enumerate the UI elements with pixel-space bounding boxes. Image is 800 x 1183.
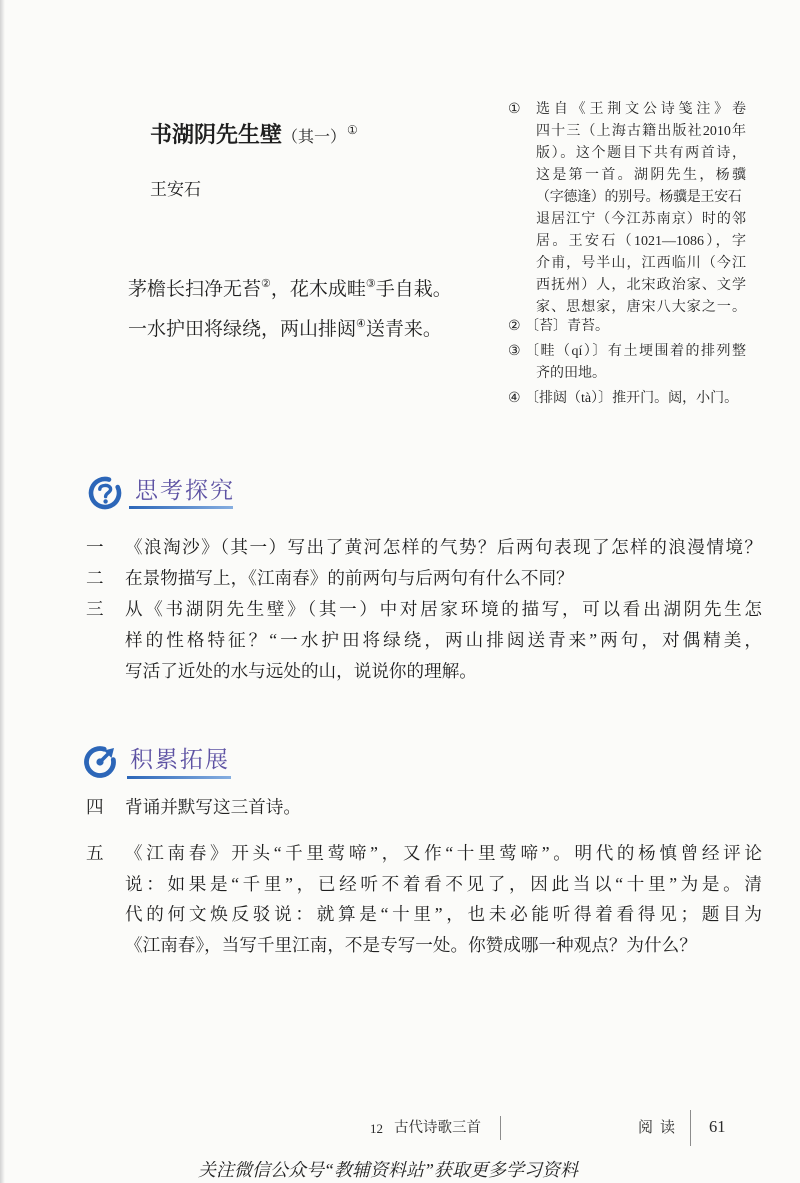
question-line: 《江南春》，当写千里江南，不是专写一处。你赞成哪一种观点？为什么？	[125, 934, 697, 955]
footnote-line: 介甫，号半山，江西临川（今江	[536, 256, 746, 271]
question-line: 代的何文焕反驳说：就算是“十里”，也未必能听得着看得见；题目为	[125, 904, 762, 924]
poem-title-text: 书湖阴先生壁	[150, 122, 283, 147]
poem-body	[128, 267, 452, 347]
section-title-underline	[127, 776, 231, 779]
question-line: 说：如果是“千里”，已经听不着看不见了，因此当以“十里”为是。清	[125, 873, 762, 894]
lesson-number: 12	[370, 1121, 383, 1136]
poem-footnote-mark: ②	[261, 278, 271, 290]
footnote-line: 四十三（上海古籍出版社2010年	[536, 124, 746, 139]
question-item-5	[86, 838, 764, 960]
footnote-line: 居。王安石（1021—1086），字	[536, 234, 746, 249]
question-text	[125, 563, 762, 594]
page-number: 61	[709, 1117, 726, 1136]
poem-text-segment: 茅檐长扫净无苔	[128, 279, 262, 300]
question-text	[125, 838, 762, 960]
footnote-mark: ①	[508, 102, 521, 117]
footnote-line: 版）。这个题目下共有两首诗，	[536, 146, 746, 161]
question-line: 《浪淘沙》（其一）写出了黄河怎样的气势？后两句表现了怎样的浪漫情境？	[125, 537, 762, 557]
poem-text-segment: 送青来。	[365, 319, 442, 340]
circular-arrow-icon	[82, 744, 118, 780]
question-number: 四	[86, 797, 104, 817]
section-title-accumulate-expand: 积累拓展	[130, 747, 230, 772]
poem-footnote-mark: ③	[365, 278, 376, 290]
question-line: 在景物描写上，《江南春》的前两句与后两句有什么不同？	[125, 568, 574, 588]
poem-text-segment: ，花木成畦	[270, 279, 366, 300]
footnote-line: 〔苔〕青苔。	[525, 319, 609, 334]
footer-divider	[690, 1110, 691, 1146]
question-number: 五	[86, 843, 104, 863]
unit-label: 阅读	[638, 1120, 683, 1136]
poem-title-footnote-mark: ①	[347, 123, 358, 137]
question-number: 三	[86, 599, 104, 619]
footnote-text	[536, 99, 746, 319]
poem-author: 王安石	[150, 180, 201, 199]
question-line: 样的性格特征？“一水护田将绿绕，两山排闼送青来”两句，对偶精美，	[125, 630, 762, 650]
question-number: 一	[86, 537, 104, 557]
poem-title-suffix: （其一）	[282, 129, 347, 146]
footnote-line: 退居江宁（今江苏南京）时的邻	[536, 212, 746, 227]
question-number: 二	[86, 568, 104, 588]
footnote-text	[525, 316, 746, 338]
poem-line-2	[128, 307, 452, 347]
question-item-3	[86, 594, 764, 687]
question-text	[125, 594, 762, 687]
footnote-line: （字德逢）的别号。杨骥是王安石	[536, 190, 742, 205]
footnote-line: 〔畦（qí）〕有土埂围着的排列整	[525, 344, 746, 359]
watermark-text: 关注微信公众号“教辅资料站”获取更多学习资料	[198, 1160, 579, 1180]
footnote-line: 选自《王荆文公诗笺注》卷	[536, 102, 746, 117]
question-line: 《江南春》开头“千里莺啼”，又作“十里莺啼”。明代的杨慎曾经评论	[125, 843, 762, 863]
question-item-4	[86, 792, 764, 823]
question-text	[125, 532, 762, 563]
section-title-think-explore: 思考探究	[135, 478, 235, 503]
poem-title	[150, 116, 358, 152]
footnote-text	[525, 341, 746, 385]
footnote-line: 齐的田地。	[536, 366, 606, 381]
question-item-2	[86, 563, 764, 594]
poem-footnote-mark: ④	[356, 318, 366, 330]
footnote-mark: ④	[508, 391, 521, 406]
section-title-underline	[129, 506, 233, 509]
footnote-mark: ②	[508, 319, 521, 334]
poem-text-segment: 一水护田将绿绕，两山排闼	[128, 319, 357, 340]
footnote-mark: ③	[508, 344, 521, 359]
question-line: 从《书湖阴先生壁》（其一）中对居家环境的描写，可以看出湖阴先生怎	[125, 599, 762, 619]
footnote-text	[525, 388, 746, 410]
question-line: 写活了近处的水与远处的山，说说你的理解。	[125, 661, 477, 681]
footnote-line: 〔排闼（tà）〕推开门。闼，小门。	[525, 391, 739, 406]
question-mark-circle-icon	[87, 475, 123, 511]
footnote-line: 西抚州）人，北宋政治家、文学	[536, 278, 746, 293]
footnote-line: 这是第一首。湖阴先生，杨骥	[536, 168, 746, 183]
poem-text-segment: 手自栽。	[375, 279, 452, 300]
poem-line-1	[128, 267, 452, 307]
page-edge-shadow	[0, 0, 5, 1183]
footer-divider	[500, 1116, 501, 1140]
question-text	[125, 792, 762, 823]
footnote-line: 家、思想家，唐宋八大家之一。	[536, 300, 746, 315]
lesson-title: 古代诗歌三首	[394, 1120, 481, 1136]
question-item-1	[86, 532, 764, 563]
question-line: 背诵并默写这三首诗。	[125, 797, 301, 817]
